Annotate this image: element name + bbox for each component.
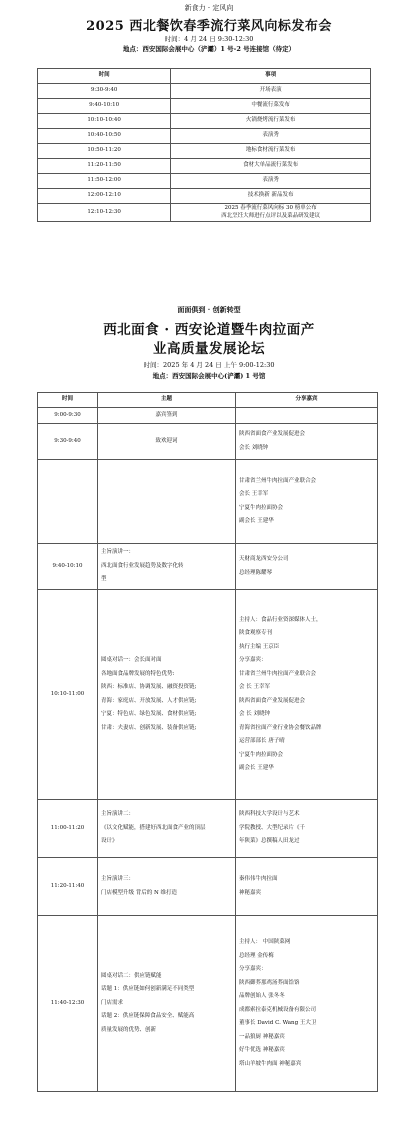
section1-time: 时间：4 月 24 日 9:30-12:30 [164,35,254,43]
text-line: 主旨演讲三： [101,876,135,882]
section2-tag: 面面俱到 · 创新转型 [177,305,241,314]
text-line: 分享嘉宾： [239,966,267,972]
text-line: 西北面食行业发展趋势及数字化转 [101,562,184,569]
row-topic [98,916,236,1092]
text-line: 设计》 [101,838,118,845]
table-row [38,174,371,189]
section2-title-line2: 业高质量发展论坛 [153,341,265,357]
text-line: 品牌创始人 张冬冬 [239,993,285,999]
row-time: 9:30-9:40 [38,84,171,99]
text-line: 一品狼厨 神秘嘉宾 [239,1033,285,1040]
row-topic [98,544,236,590]
text-line: 运营部部长 唐子晴 [239,738,285,744]
text-line: 天财商龙西安分公司 [239,556,289,562]
row-item: 2025 春季流行菜风向标 30 榜单公布 西北烹饪大师进行点评以及菜品研发建议 [171,204,371,222]
row-item: 食材大单品流行菜发布 [171,159,371,174]
text-line: 总经理陈耀琴 [239,569,273,576]
text-line: 分享嘉宾： [239,657,267,663]
text-line: 董事长 David C. Wang 王大卫 [239,1020,317,1026]
table-row [38,144,371,159]
table-row [38,424,378,460]
row-item: 中餐流行菜发布 [171,99,371,114]
text-line: 主旨演讲一： [101,549,135,556]
text-line: 门店模型升级 背后的 N 维打造 [101,889,178,896]
table-row [38,590,378,800]
text-line: 副会长 王建华 [239,765,274,771]
section2-time: 时间：2025 年 4 月 24 日 上午 9:00-12:30 [143,361,275,369]
table-row [38,84,371,99]
section1-title: 2025 西北餐饮春季流行菜风向标发布会 [86,19,332,34]
text-line: 陕西御荞那鸡汤荞面饸饹 [239,979,300,986]
text-line: 陕西科技大学设计与艺术 [239,811,300,818]
text-line: 主旨演讲二： [101,811,135,818]
text-line: 质量发展的优势、创新 [101,1026,157,1033]
table-row [38,189,371,204]
col-header-item: 事项 [171,69,371,84]
row-time: 10:50-11:20 [38,144,171,159]
row-guests [236,590,378,800]
text-line: 塔山羊坡牛肉面 神秘嘉宾 [239,1060,302,1067]
row-item: 表演秀 [171,174,371,189]
row-item: 地标食材流行菜发布 [171,144,371,159]
row-time: 11:40-12:30 [38,916,98,1092]
row-time [38,460,98,544]
row-guests [236,424,378,460]
row-time: 12:00-12:10 [38,189,171,204]
col-header-time: 时间 [38,393,98,408]
table-row [38,544,378,590]
text-line: 圆桌对话一：会长面对面 [101,657,162,663]
text-line: 青海省拉面产业行业协会餐饮品牌 [239,724,322,731]
table-row [38,129,371,144]
table-row [38,408,378,424]
text-line: 宁夏牛肉拉面协会 [239,751,284,758]
row-topic: 致欢迎词 [98,424,236,460]
text-line: 陕西省面食产业发展促进会 [239,431,306,437]
row-guests [236,858,378,916]
text-line: 陕西省面食产业发展促进会 [239,697,306,704]
text-line: 副会长 王建华 [239,518,274,524]
text-line: 甘肃：夫妻店、创新发展、装备供应链; [101,724,197,731]
row-time: 11:20-11:50 [38,159,171,174]
row-guests [236,544,378,590]
table-row [38,114,371,129]
row-time: 9:00-9:30 [38,408,98,424]
text-line: 学院教授、大型纪录片《千 [239,824,306,831]
row-guests [236,800,378,858]
text-line: 执行主编 王京臣 [239,643,280,650]
text-line: 好牛优选 神秘嘉宾 [239,1047,285,1053]
row-time: 9:30-9:40 [38,424,98,460]
row-time: 11:20-11:40 [38,858,98,916]
text-line: 会 长 刘晓钟 [239,711,270,717]
col-header-topic: 主题 [98,393,236,408]
row-item: 火锅烧烤流行菜发布 [171,114,371,129]
table-row [38,800,378,858]
row-time: 9:40-10:10 [38,544,98,590]
table-row [38,460,378,544]
col-header-time: 时间 [38,69,171,84]
row-item: 技术换新 新品发布 [171,189,371,204]
text-line: 门店需求 [101,999,124,1006]
section2-place: 地点：西安国际会展中心(浐灞) 1 号馆 [152,372,266,380]
text-line: 会长 刘晓钟 [239,444,269,451]
text-line: 圆桌对话二：供应链赋能 [101,972,162,979]
text-line: 会 长 王幸军 [239,684,270,690]
text-line: 话题 2：供应链保障食品安全、赋能高 [101,1013,195,1020]
text-line: 年陕菜》总撰稿人田龙过 [239,838,300,845]
table-row [38,99,371,114]
row-item: 表演秀 [171,129,371,144]
text-line: 秦伟伟牛肉拉面 [239,876,278,882]
schedule-table-2 [37,392,378,1092]
text-line: 青海：家庭店、开放发展、人才供应链; [101,697,197,704]
table-row [38,916,378,1092]
row-guests [236,408,378,424]
col-header-guests: 分享嘉宾 [236,393,378,408]
row-guests [236,460,378,544]
row-topic [98,858,236,916]
section2-title-line1: 西北面食 · 西安论道暨牛肉拉面产 [103,322,315,338]
row-time: 11:50-12:00 [38,174,171,189]
row-time: 11:00-11:20 [38,800,98,858]
section1-place: 地点：西安国际会展中心（浐灞）1 号-2 号连接馆（待定） [122,45,296,53]
text-line: 陕西：标准店、协调发展、融资投资链; [101,684,197,690]
text-line: 宁夏：特色店、绿色发展、食材供应链; [101,711,197,717]
row-time: 10:10-11:00 [38,590,98,800]
row-topic [98,460,236,544]
row-topic: 嘉宾签到 [98,408,236,424]
row-time: 10:10-10:40 [38,114,171,129]
schedule-table-1 [37,68,371,222]
table-row [38,858,378,916]
section1-tag: 新食力 · 定风向 [184,4,234,12]
table-row [38,159,371,174]
row-item: 开场表演 [171,84,371,99]
text-line: 神秘嘉宾 [239,889,262,896]
text-line: 各地面食品牌发展的特色优势: [101,670,175,677]
text-line: 陕食观察专刊 [239,630,273,636]
row-topic [98,800,236,858]
text-line: 话题 1：供应链如何创新满足不同类型 [101,986,195,993]
row-time: 9:40-10:10 [38,99,171,114]
text-line: 《以文化赋能，搭建好西北面食产业的顶层 [101,824,206,831]
text-line: 甘肃省兰州牛肉拉面产业联合会 [239,477,317,484]
text-line: 成都索拉泰克机械设备有限公司 [239,1006,317,1013]
row-topic [98,590,236,800]
text-line: 主持人：食品行业资深媒体人士， [239,616,322,623]
row-guests [236,916,378,1092]
text-line: 总经理 金传梅 [239,952,274,959]
row-time: 12:10-12:30 [38,204,171,222]
text-line: 主持人： 中国陕菜网 [239,939,291,945]
row-time: 10:40-10:50 [38,129,171,144]
text-line: 型 [101,576,107,583]
text-line: 宁夏牛肉拉面协会 [239,504,284,511]
text-line: 甘肃省兰州牛肉拉面产业联合会 [239,670,317,677]
text-line: 会长 王幸军 [239,491,269,497]
table-row [38,204,371,222]
